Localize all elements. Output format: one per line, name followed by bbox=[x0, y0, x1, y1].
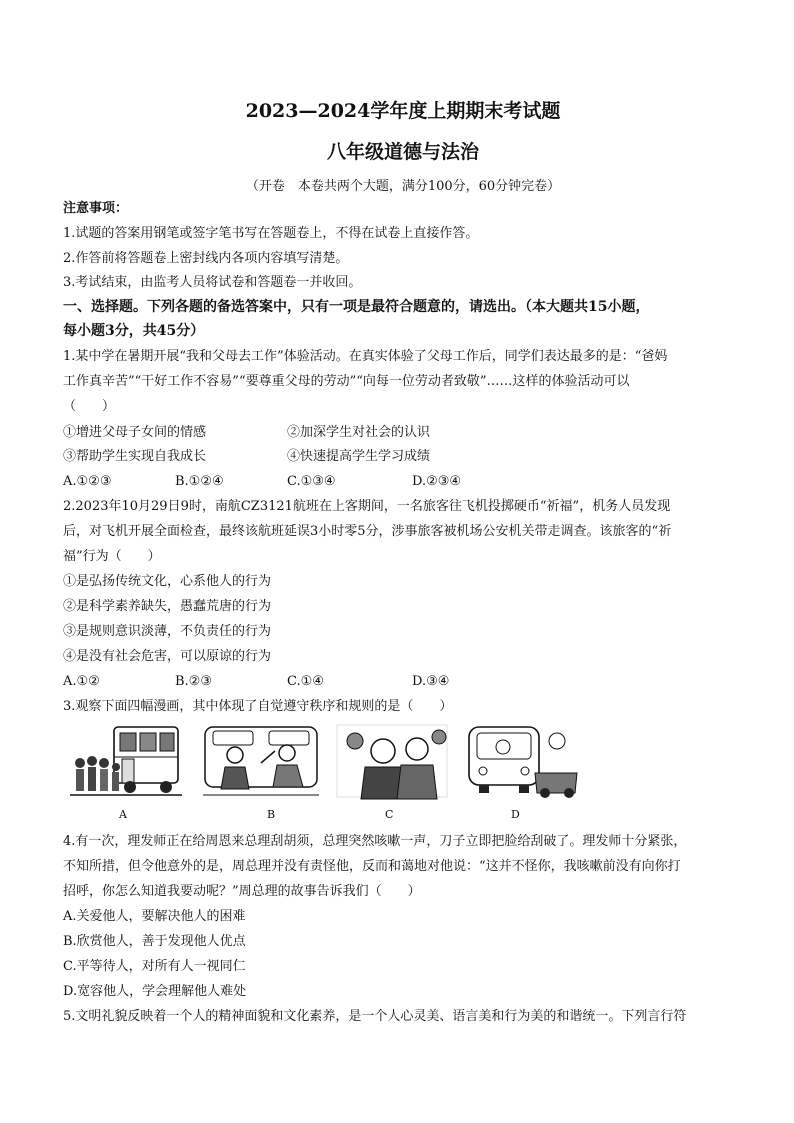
question-4-text: 招呼，你怎么知道我要动呢？”周总理的故事告诉我们（ ） bbox=[63, 884, 421, 899]
question-3-text: 3.观察下面四幅漫画，其中体现了自觉遵守秩序和规则的是（ ） bbox=[63, 699, 453, 714]
q1-choice-b[interactable]: B.①②④ bbox=[175, 474, 224, 489]
cartoon-a-image bbox=[70, 723, 182, 801]
q1-statement-4: ④快速提高学生学习成绩 bbox=[287, 449, 431, 464]
question-1-text: （ ） bbox=[63, 399, 116, 414]
notice-heading: 注意事项： bbox=[63, 201, 129, 216]
q2-choice-a[interactable]: A.①② bbox=[63, 674, 100, 689]
cartoon-d-image bbox=[465, 723, 581, 801]
q2-choice-b[interactable]: B.②③ bbox=[175, 674, 212, 689]
notice-item: 1.试题的答案用钢笔或签字笔书写在答题卷上，不得在试卷上直接作答。 bbox=[63, 226, 479, 241]
question-2-text: 2.2023年10月29日9时，南航CZ3121航班在上客期间，一名旅客往飞机投掷硬币“祈福”，机务人员发现 bbox=[63, 499, 671, 514]
question-4-text: 4.有一次，理发师正在给周恩来总理刮胡须，总理突然咳嗽一声，刀子立即把脸给刮破了。理发师十分紧张， bbox=[63, 834, 687, 849]
question-2-text: 后，对飞机开展全面检查，最终该航班延误3小时零5分，涉事旅客被机场公安机关带走调查。该旅客的“祈 bbox=[63, 524, 672, 539]
exam-title: 2023—2024学年度上期期末考试题 bbox=[245, 100, 561, 122]
cartoon-c-label: C bbox=[385, 808, 394, 821]
q2-choice-d[interactable]: D.③④ bbox=[412, 674, 450, 689]
question-5-text: 5.文明礼貌反映着一个人的精神面貌和文化素养，是一个人心灵美、语言美和行为美的和谐统一。下列言行符 bbox=[63, 1009, 687, 1024]
section-heading: 一、选择题。下列各题的备选答案中，只有一项是最符合题意的，请选出。（本大题共15小题， bbox=[63, 299, 650, 315]
q2-statement-4: ④是没有社会危害，可以原谅的行为 bbox=[63, 649, 272, 664]
q4-choice-c[interactable]: C.平等待人，对所有人一视同仁 bbox=[63, 959, 246, 974]
q4-choice-d[interactable]: D.宽容他人，学会理解他人难处 bbox=[63, 984, 247, 999]
notice-item: 2.作答前将答题卷上密封线内各项内容填写清楚。 bbox=[63, 251, 349, 266]
q1-statement-1: ①增进父母子女间的情感 bbox=[63, 425, 207, 440]
q1-choice-d[interactable]: D.②③④ bbox=[412, 474, 462, 489]
exam-info: （开卷 本卷共两个大题，满分100分，60分钟完卷） bbox=[245, 179, 561, 194]
q1-statement-2: ②加深学生对社会的认识 bbox=[287, 425, 431, 440]
exam-subtitle: 八年级道德与法治 bbox=[326, 141, 479, 163]
q4-choice-b[interactable]: B.欣赏他人，善于发现他人优点 bbox=[63, 934, 246, 949]
q2-choice-c[interactable]: C.①④ bbox=[287, 674, 324, 689]
cartoon-c-image bbox=[335, 723, 449, 801]
q2-statement-2: ②是科学素养缺失，愚蠢荒唐的行为 bbox=[63, 599, 272, 614]
cartoon-b-image bbox=[203, 723, 319, 801]
question-2-text: 福”行为（ ） bbox=[63, 549, 161, 564]
q4-choice-a[interactable]: A.关爱他人，要解决他人的困难 bbox=[63, 909, 246, 924]
cartoon-a-label: A bbox=[119, 808, 127, 821]
q1-choice-a[interactable]: A.①②③ bbox=[63, 474, 112, 489]
cartoon-b-label: B bbox=[267, 808, 276, 821]
question-1-text: 工作真辛苦”“干好工作不容易”“要尊重父母的劳动”“向每一位劳动者致敬”……这样的体验活动可以 bbox=[63, 374, 630, 389]
q2-statement-1: ①是弘扬传统文化，心系他人的行为 bbox=[63, 574, 272, 589]
question-1-text: 1.某中学在暑期开展“我和父母去工作”体验活动。在真实体验了父母工作后，同学们表达最多的是：“爸妈 bbox=[63, 349, 668, 364]
section-heading-cont: 每小题3分，共45分） bbox=[63, 323, 205, 339]
q2-statement-3: ③是规则意识淡薄，不负责任的行为 bbox=[63, 624, 272, 639]
q1-statement-3: ③帮助学生实现自我成长 bbox=[63, 449, 207, 464]
cartoon-d-label: D bbox=[511, 808, 520, 821]
notice-item: 3.考试结束，由监考人员将试卷和答题卷一并收回。 bbox=[63, 275, 362, 290]
q1-choice-c[interactable]: C.①③④ bbox=[287, 474, 336, 489]
question-4-text: 不知所措，但令他意外的是，周总理并没有责怪他，反而和蔼地对他说：“这并不怪你，我咳嗽前没有向你打 bbox=[63, 859, 681, 874]
